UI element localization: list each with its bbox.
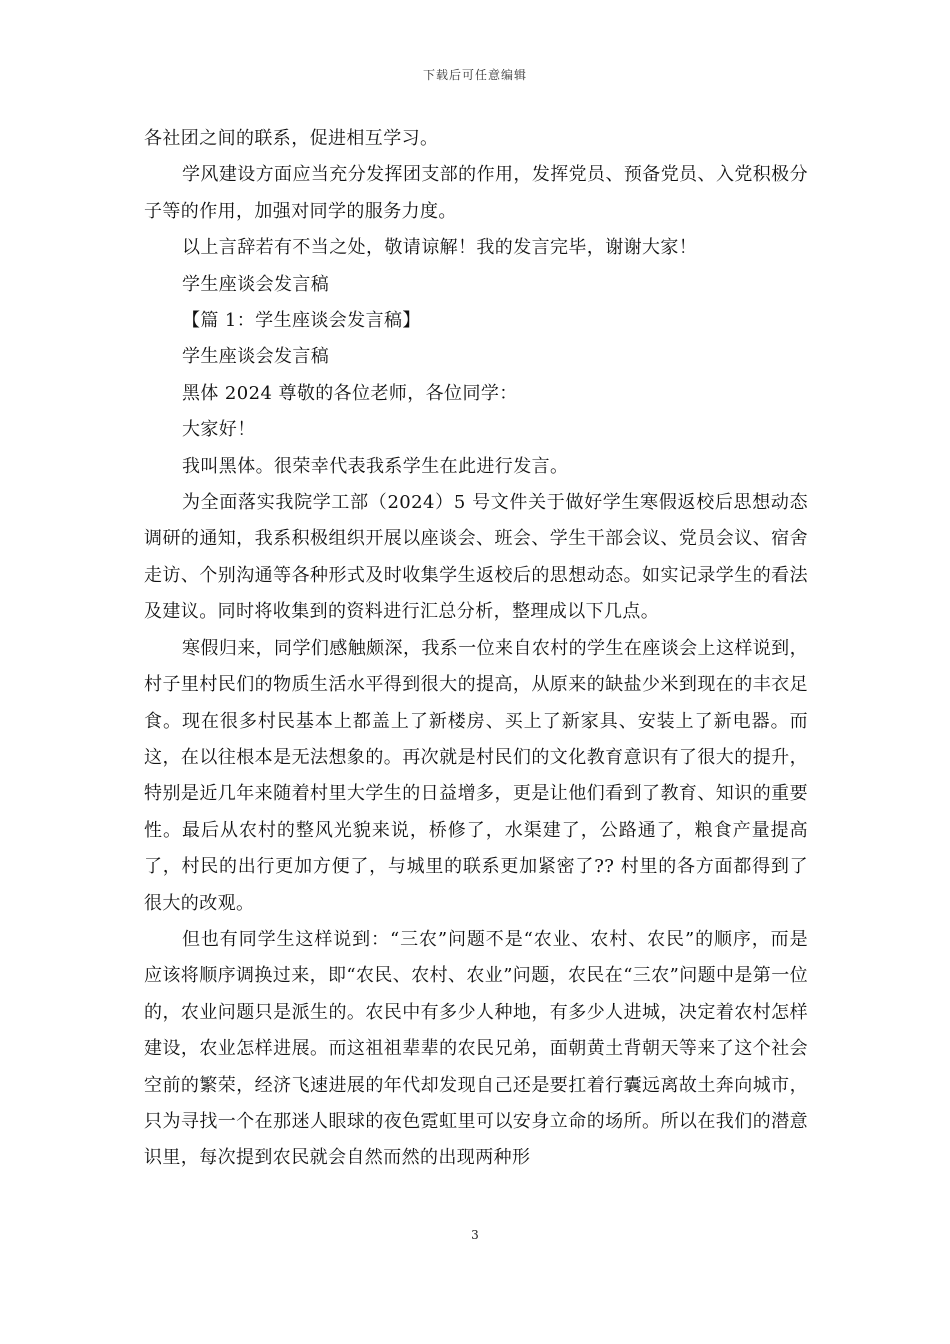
- paragraph: 以上言辞若有不当之处，敬请谅解！我的发言完毕，谢谢大家！: [182, 237, 698, 259]
- document-body: [144, 121, 808, 1177]
- paragraph: 【篇 1：学生座谈会发言稿】: [182, 310, 421, 332]
- paragraph: 为全面落实我院学工部（2024）5 号文件关于做好学生寒假返校后思想动态调研的通知，我系积极组织开展以座谈会、班会、学生干部会议、党员会议、宿舍走访、个别沟通等各种形式及时收集学生返校后的思想动态。如实记录学生的看法及建议。同时将收集到的资料进行汇总分析，整理成以下几点。: [144, 492, 808, 623]
- paragraph: 学生座谈会发言稿: [182, 273, 330, 295]
- paragraph: 寒假归来，同学们感触颇深，我系一位来自农村的学生在座谈会上这样说到，村子里村民们的物质生活水平得到很大的提高，从原来的缺盐少米到现在的丰衣足食。现在很多村民基本上都盖上了新楼房、买上了新家具、安装上了新电器。而这，在以往根本是无法想象的。再次就是村民们的文化教育意识有了很大的提升，特别是近几年来随着村里大学生的日益增多，更是让他们看到了教育、知识的重要性。最后从农村的整风光貌来说，桥修了，水渠建了，公路通了，粮食产量提高了，村民的出行更加方便了，与城里的联系更加紧密了?? 村里的各方面都得到了很大的改观。: [144, 637, 808, 914]
- paragraph: 我叫黑体。很荣幸代表我系学生在此进行发言。: [182, 455, 569, 477]
- paragraph: 大家好！: [182, 419, 256, 441]
- paragraph: 学风建设方面应当充分发挥团支部的作用，发挥党员、预备党员、入党积极分子等的作用，加强对同学的服务力度。: [144, 164, 808, 222]
- paragraph: 学生座谈会发言稿: [182, 346, 330, 368]
- paragraph: 各社团之间的联系，促进相互学习。: [144, 128, 439, 149]
- page-header: 下载后可任意编辑: [422, 68, 527, 82]
- page-number: 3: [471, 1228, 479, 1242]
- paragraph: 黑体 2024 尊敬的各位老师，各位同学：: [182, 382, 518, 404]
- paragraph: 但也有同学生这样说到：“三农”问题不是“农业、农村、农民”的顺序，而是应该将顺序调换过来，即“农民、农村、农业”问题，农民在“三农”问题中是第一位的，农业问题只是派生的。农民中有多少人种地，有多少人进城，决定着农村怎样建设，农业怎样进展。而这祖祖辈辈的农民兄弟，面朝黄土背朝天等来了这个社会空前的繁荣，经济飞速进展的年代却发现自己还是要扛着行囊远离故土奔向城市，只为寻找一个在那迷人眼球的夜色霓虹里可以安身立命的场所。所以在我们的潜意识里，每次提到农民就会自然而然的出现两种形: [144, 928, 809, 1169]
